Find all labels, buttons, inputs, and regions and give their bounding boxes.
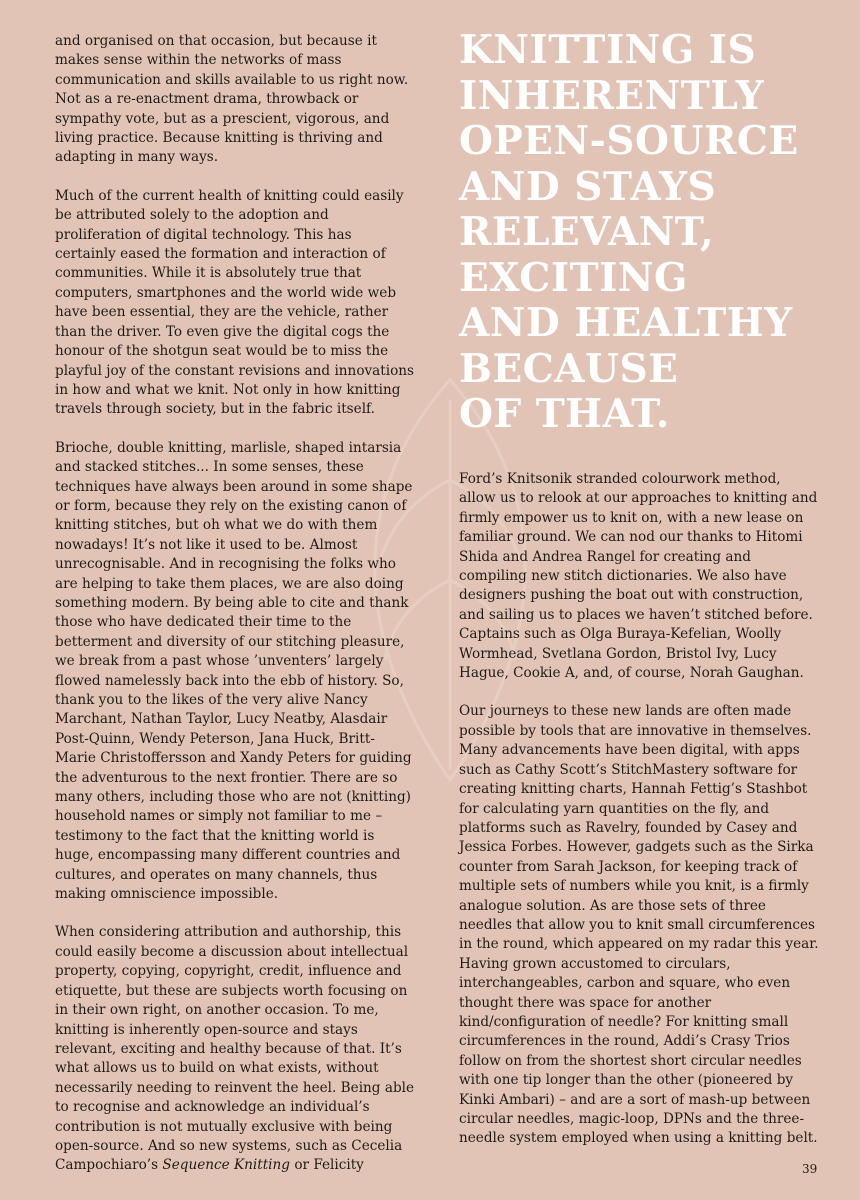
pull-quote-line: BECAUSE — [459, 345, 679, 392]
pull-quote-line: RELEVANT, — [459, 209, 715, 255]
page-number: 39 — [802, 1162, 818, 1176]
pull-quote-line: OF THAT. — [459, 391, 670, 437]
pull-quote-line: OPEN-SOURCE — [459, 118, 799, 164]
right-text-column — [459, 470, 821, 1168]
paragraph: Much of the current health of knitting could easily be attributed solely to the adoption and proliferation of digital technology. This has certainly eased the formation and interaction of communities. While it is absolutely true that computers, smartphones and the world wide web have been essential, they are the vehicle, rather than the driver. To even give the digital cogs the honour of the shotgun seat would be to miss the playful joy of the constant revisions and innovations in how and what we knit. Not only in how knitting travels through society, but in the fabric itself. — [55, 187, 415, 418]
pull-quote — [459, 28, 851, 438]
left-text-column — [55, 32, 415, 1195]
paragraph-text-end: or Felicity — [290, 1157, 364, 1174]
pull-quote-line: AND HEALTHY — [459, 300, 793, 346]
pull-quote-line: INHERENTLY — [459, 72, 765, 119]
paragraph: Brioche, double knitting, marlisle, shaped intarsia and stacked stitches... In some senses, these techniques have always been around in some shape or form, because they rely on the existing canon of knitting stitches, but oh what we do with them nowadays! It’s not like it used to be. Almost unrecognisable. And in recognising the folks who are helping to take them places, we are also doing something modern. By being able to cite and thank those who have dedicated their time to the betterment and diversity of our stitching pleasure, we break from a past whose ’unventers’ largely flowed namelessly back into the ebb of history. So, thank you to the likes of the very alive Nancy Marchant, Nathan Taylor, Lucy Neatby, Alasdair Post-Quinn, Wendy Peterson, Jana Huck, Britt-Marie Christoffersson and Xandy Peters for guiding the adventurous to the next frontier. There are so many others, including those who are not (knitting) household names or simply not familiar to me – testimony to the fact that the knitting world is huge, encompassing many different countries and cultures, and operates on many channels, thus making omniscience impossible. — [55, 439, 413, 903]
paragraph: Our journeys to these new lands are often made possible by tools that are innovative in themselves. Many advancements have been digital, with apps such as Cathy Scott’s StitchMastery software for creating knitting charts, Hannah Fettig’s Stashbot for calculating yarn quantities on the fly, and platforms such as Ravelry, founded by Casey and Jessica Forbes. However, gadgets such as the Sirka counter from Sarah Jackson, for keeping track of multiple sets of numbers while you knit, is a firmly analogue solution. As are those sets of three needles that allow you to knit small circumferences in the round, which appeared on my radar this year. Having grown accustomed to circulars, interchangeables, carbon and square, who even thought there was space for another kind/configuration of needle? For knitting small circumferences in the round, Addi’s Crasy Trios follow on from the shortest short circular needles with one tip longer than the other (pioneered by Kinki Ambari) – and are a sort of mash-up between circular needles, magic-loop, DPNs and the three-needle system employed when using a knitting belt. — [459, 703, 819, 1147]
pull-quote-line: EXCITING — [459, 254, 688, 301]
pull-quote-line: KNITTING IS — [459, 27, 757, 73]
pull-quote-line: AND STAYS — [459, 163, 717, 210]
book-title: Sequence Knitting — [162, 1157, 290, 1174]
paragraph-text: When considering attribution and authorship, this could easily become a discussion about intellectual property, copying, copyright, credit, influence and etiquette, but these are subjects worth focusing on in their own right, on another occasion. To me, knitting is inherently open-source and stays relevant, exciting and healthy because of that. It’s what allows us to build on what exists, without necessarily needing to reinvent the heel. Being able to recognise and acknowledge an individual’s contribution is not mutually exclusive with being open-source. And so new systems, such as Cecelia Campochiaro’s — [55, 924, 415, 1174]
paragraph — [55, 923, 415, 1175]
paragraph: and organised on that occasion, but because it makes sense within the networks of mass communication and skills available to us right now. Not as a re-enactment drama, throwback or sympathy vote, but as a prescient, vigorous, and living practice. Because knitting is thriving and adapting in many ways. — [55, 33, 409, 166]
paragraph: Ford’s Knitsonik stranded colourwork method, allow us to relook at our approaches to knitting and firmly empower us to knit on, with a new lease on familiar ground. We can nod our thanks to Hitomi Shida and Andrea Rangel for creating and compiling new stitch dictionaries. We also have designers pushing the boat out with construction, and sailing us to places we haven’t stitched before. Captains such as Olga Buraya-Kefelian, Woolly Wormhead, Svetlana Gordon, Bristol Ivy, Lucy Hague, Cookie A, and, of course, Norah Gaughan. — [459, 471, 818, 682]
